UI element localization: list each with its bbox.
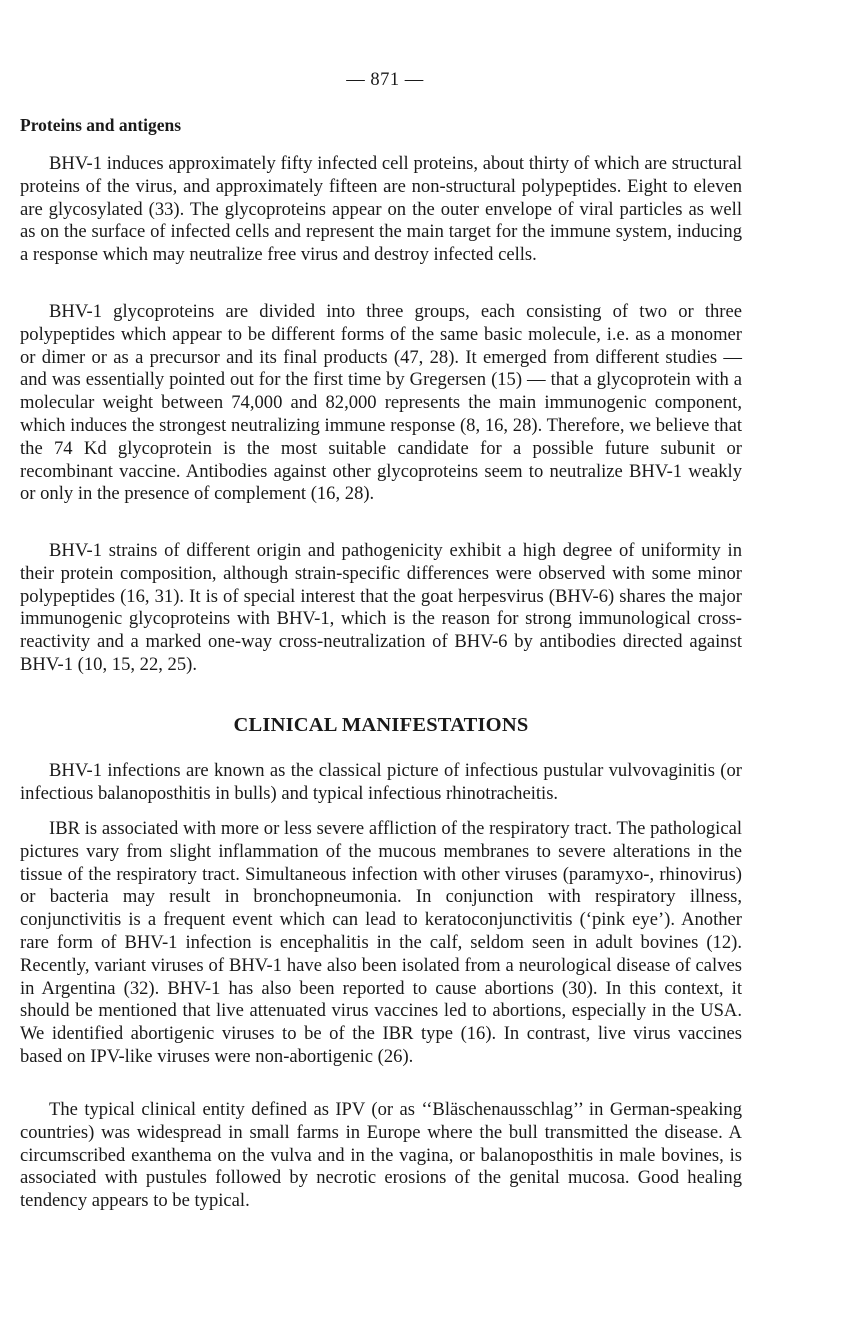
section-heading-proteins: Proteins and antigens (20, 115, 182, 135)
paragraph: IBR is associated with more or less severe affliction of the respiratory tract. The pathological pictures vary from slight inflammation of the mucous membranes to severe alterations in the tissue of the respiratory tract. Simultaneous infection with other viruses (paramyxo-, rhinovirus) or bacteria may result in bronchopneumonia. In conjunction with respiratory illness, conjunctivitis is a frequent event which can lead to keratoconjunctivitis (‘pink eye’). Another rare form of BHV-1 infection is encephalitis in the calf, seldom seen in adult bovines (12). Recently, variant viruses of BHV-1 have also been isolated from a neurological disease of calves in Argentina (32). BHV-1 has also been reported to cause abortions (30). In this context, it should be mentioned that live attenuated virus vaccines led to abortions, especially in the USA. We identified abortigenic viruses to be of the IBR type (16). In contrast, live virus vaccines based on IPV-like viruses were non-abortigenic (26). (20, 818, 742, 1067)
section-heading-clinical: CLINICAL MANIFESTATIONS (233, 714, 529, 736)
paragraph: BHV-1 infections are known as the classical picture of infectious pustular vulvovaginitis (or infectious balanoposthitis in bulls) and typical infectious rhinotracheitis. (20, 760, 742, 804)
paragraph: BHV-1 glycoproteins are divided into three groups, each consisting of two or three polypeptides which appear to be different forms of the same basic molecule, i.e. as a monomer or dimer or as a precursor and its final products (47, 28). It emerged from different studies — and was essentially pointed out for the first time by Gregersen (15) — that a glycoprotein with a molecular weight between 74,000 and 82,000 represents the main immunogenic component, which induces the strongest neutralizing immune response (8, 16, 28). Therefore, we believe that the 74 Kd glycoprotein is the most suitable candidate for a possible future subunit or recombinant vaccine. Antibodies against other glycoproteins seem to neutralize BHV-1 weakly or only in the presence of complement (16, 28). (20, 301, 742, 505)
page-number: — 871 — (346, 70, 424, 90)
paragraph: BHV-1 induces approximately fifty infected cell proteins, about thirty of which are structural proteins of the virus, and approximately fifteen are non-structural polypeptides. Eight to eleven are glycosylated (33). The glycoproteins appear on the outer envelope of viral particles as well as on the surface of infected cells and represent the main target for the immune system, inducing a response which may neutralize free virus and destroy infected cells. (20, 153, 742, 266)
paragraph: The typical clinical entity defined as IPV (or as ‘‘Bläschenausschlag’’ in German-speaking countries) was widespread in small farms in Europe where the bull transmitted the disease. A circumscribed exanthema on the vulva and in the vagina, or balanoposthitis in male bovines, is associated with pustules followed by necrotic erosions of the genital mucosa. Good healing tendency appears to be typical. (20, 1099, 742, 1212)
paragraph: BHV-1 strains of different origin and pathogenicity exhibit a high degree of uniformity in their protein composition, although strain-specific differences were observed with some minor polypeptides (16, 31). It is of special interest that the goat herpesvirus (BHV-6) shares the major immunogenic glycoproteins with BHV-1, which is the reason for strong immunological cross-reactivity and a marked one-way cross-neutralization of BHV-6 by antibodies directed against BHV-1 (10, 15, 22, 25). (20, 540, 742, 675)
